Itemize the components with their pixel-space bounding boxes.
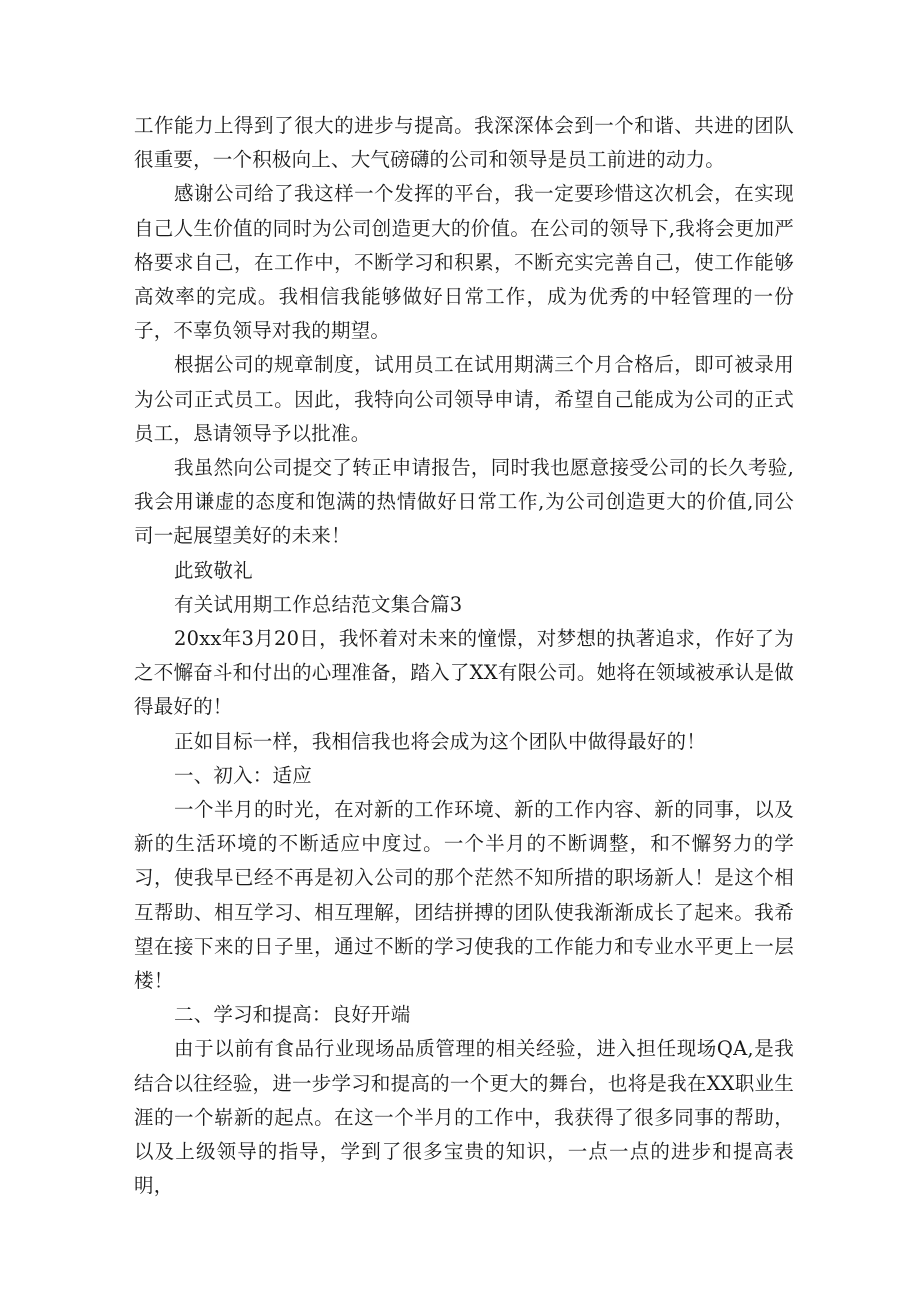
document-body bbox=[134, 109, 794, 1204]
closing-salutation: 此致敬礼 bbox=[174, 558, 253, 582]
section-title: 有关试用期工作总结范文集合篇3 bbox=[174, 592, 463, 616]
paragraph-2: 感谢公司给了我这样一个发挥的平台，我一定要珍惜这次机会，在实现自己人生价值的同时为公司创造更大的价值。在公司的领导下,我将会更加严格要求自己，在工作中，不断学习和积累，不断充实完善自己，使工作能够高效率的完成。我相信我能够做好日常工作，成为优秀的中轻管理的一份子，不辜负领导对我的期望。 bbox=[134, 182, 794, 343]
paragraph-4: 我虽然向公司提交了转正申请报告，同时我也愿意接受公司的长久考验,我会用谦虚的态度和饱满的热情做好日常工作,为公司创造更大的价值,同公司一起展望美好的未来！ bbox=[134, 456, 794, 548]
paragraph-8: 正如目标一样，我相信我也将会成为这个团队中做得最好的！ bbox=[174, 729, 706, 753]
paragraph-10: 一个半月的时光，在对新的工作环境、新的工作内容、新的同事，以及新的生活环境的不断适应中度过。一个半月的不断调整，和不懈努力的学习，使我早已经不再是初入公司的那个茫然不知所措的职场新人！是这个相互帮助、相互学习、相互理解，团结拼搏的团队使我渐渐成长了起来。我希望在接下来的日子里，通过不断的学习使我的工作能力和专业水平更上一层楼！ bbox=[134, 798, 794, 993]
paragraph-7: 20xx年3月20日，我怀着对未来的憧憬，对梦想的执著追求，作好了为之不懈奋斗和付出的心理准备，踏入了XX有限公司。她将在领域被承认是做得最好的！ bbox=[134, 627, 794, 719]
paragraph-12: 由于以前有食品行业现场品质管理的相关经验，进入担任现场QA,是我结合以往经验，进一步学习和提高的一个更大的舞台，也将是我在XX职业生涯的一个崭新的起点。在这一个半月的工作中，我获得了很多同事的帮助，以及上级领导的指导，学到了很多宝贵的知识，一点一点的进步和提高表明， bbox=[134, 1037, 794, 1198]
paragraph-3: 根据公司的规章制度，试用员工在试用期满三个月合格后，即可被录用为公司正式员工。因此，我特向公司领导申请，希望自己能成为公司的正式员工，恳请领导予以批准。 bbox=[134, 353, 794, 445]
paragraph-1: 工作能力上得到了很大的进步与提高。我深深体会到一个和谐、共进的团队很重要，一个积极向上、大气磅礴的公司和领导是员工前进的动力。 bbox=[134, 114, 794, 172]
heading-2: 二、学习和提高：良好开端 bbox=[174, 1003, 411, 1027]
heading-1: 一、初入：适应 bbox=[174, 763, 312, 787]
